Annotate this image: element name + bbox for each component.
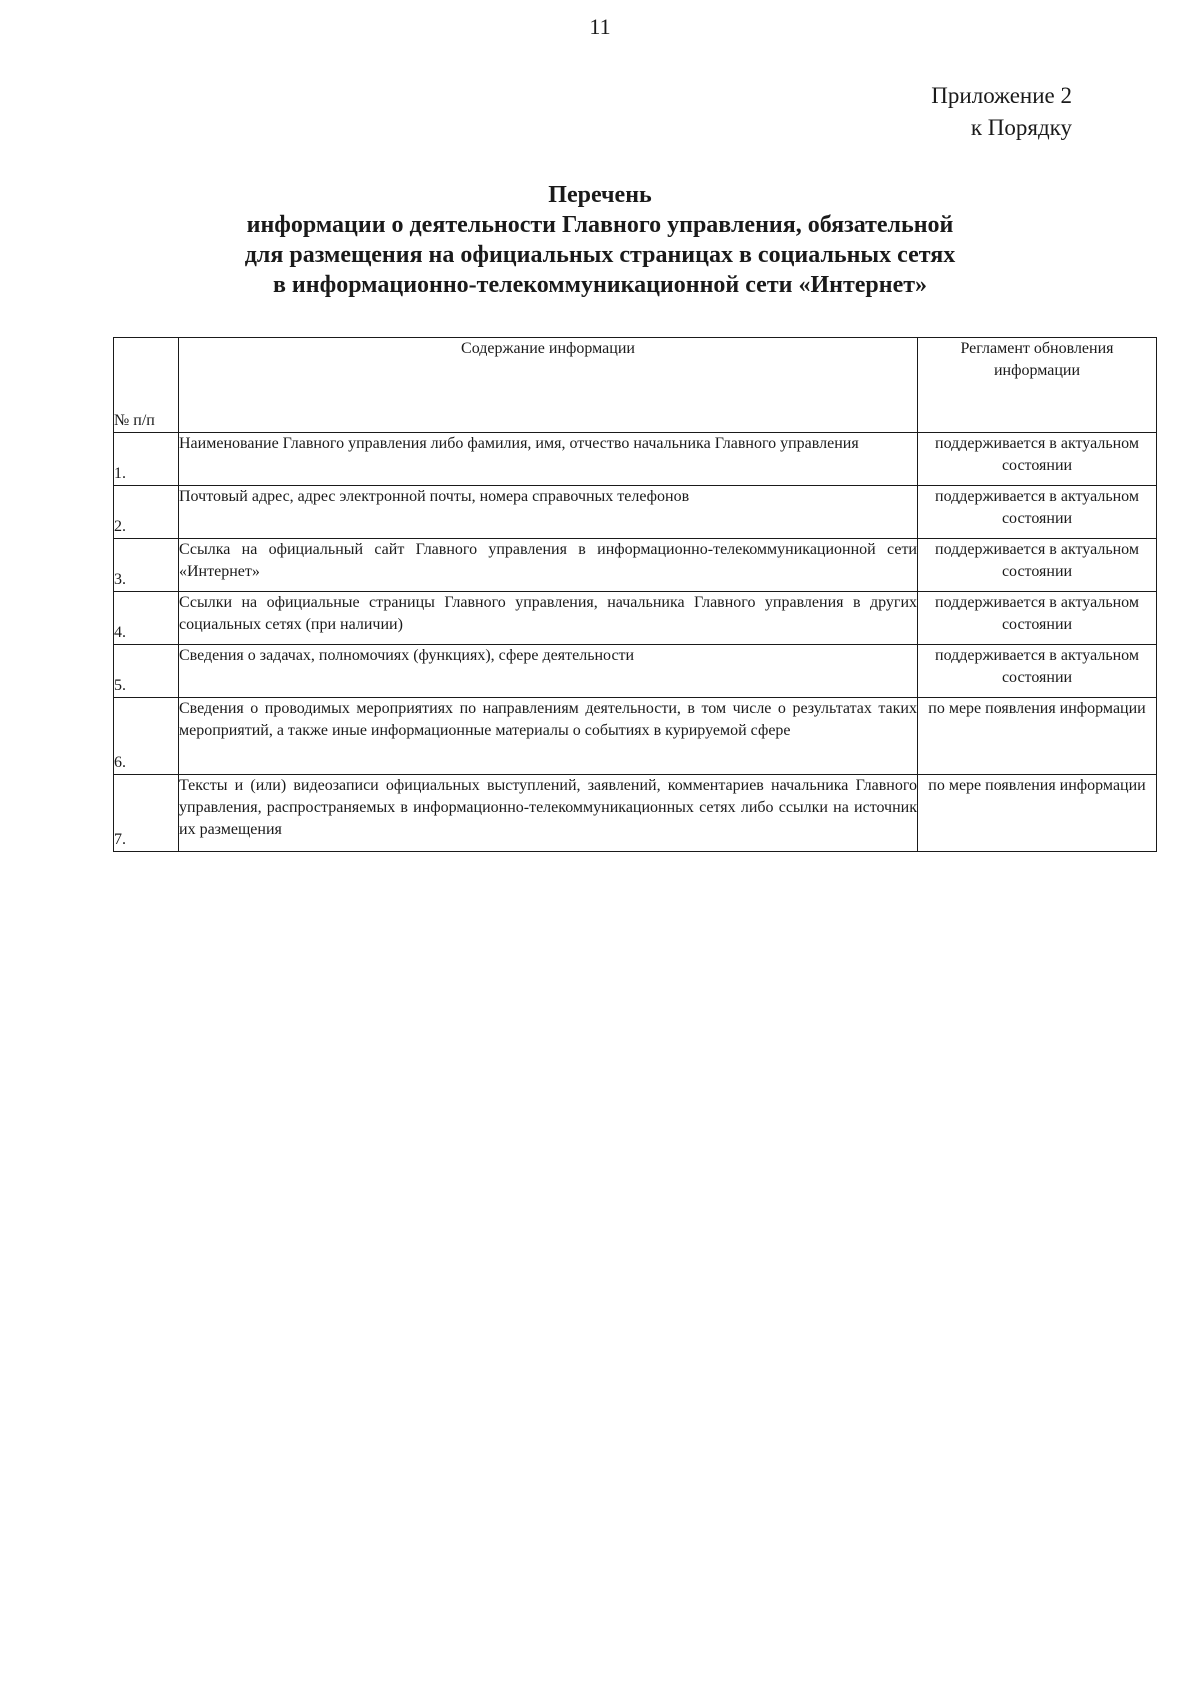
row-schedule: поддерживается в актуальном состоянии — [918, 645, 1157, 698]
appendix-reference — [931, 80, 1072, 144]
header-number: № п/п — [114, 338, 179, 433]
row-content: Ссылки на официальные страницы Главного управления, начальника Главного управления в других социальных сетях (при наличии) — [179, 592, 918, 645]
row-schedule: поддерживается в актуальном состоянии — [918, 486, 1157, 539]
row-schedule: поддерживается в актуальном состоянии — [918, 539, 1157, 592]
information-table — [113, 337, 1157, 852]
row-content: Почтовый адрес, адрес электронной почты, номера справочных телефонов — [179, 486, 918, 539]
row-schedule: по мере появления информации — [918, 775, 1157, 852]
row-number: 6. — [114, 698, 179, 775]
appendix-line-2: к Порядку — [970, 115, 1072, 140]
row-content: Ссылка на официальный сайт Главного управления в информационно-телекоммуникационной сети «Интернет» — [179, 539, 918, 592]
title-line-4: в информационно-телекоммуникационной сети «Интернет» — [272, 272, 928, 298]
title-line-3: для размещения на официальных страницах в социальных сетях — [244, 242, 956, 268]
table-row — [114, 775, 1157, 852]
row-content: Тексты и (или) видеозаписи официальных выступлений, заявлений, комментариев начальника Главного управления, распространяемых в информационно-телекоммуникационных сетях либо ссылки на источник их размещения — [179, 775, 918, 852]
row-number: 2. — [114, 486, 179, 539]
title-line-2: информации о деятельности Главного управления, обязательной — [246, 212, 954, 238]
table-row — [114, 698, 1157, 775]
row-number: 3. — [114, 539, 179, 592]
row-content: Сведения о проводимых мероприятиях по направлениям деятельности, в том числе о результатах таких мероприятий, а также иные информационные материалы о событиях в курируемой сфере — [179, 698, 918, 775]
table-row — [114, 486, 1157, 539]
row-content: Сведения о задачах, полномочиях (функциях), сфере деятельности — [179, 645, 918, 698]
row-number: 1. — [114, 433, 179, 486]
header-schedule: Регламент обновления информации — [918, 338, 1157, 433]
row-number: 4. — [114, 592, 179, 645]
row-number: 7. — [114, 775, 179, 852]
row-schedule: поддерживается в актуальном состоянии — [918, 592, 1157, 645]
header-content: Содержание информации — [179, 338, 918, 433]
document-title — [0, 180, 1200, 300]
row-number: 5. — [114, 645, 179, 698]
table-header-row — [114, 338, 1157, 433]
row-content: Наименование Главного управления либо фамилия, имя, отчество начальника Главного управления — [179, 433, 918, 486]
table-row — [114, 645, 1157, 698]
table-row — [114, 433, 1157, 486]
row-schedule: поддерживается в актуальном состоянии — [918, 433, 1157, 486]
table-row — [114, 539, 1157, 592]
row-schedule: по мере появления информации — [918, 698, 1157, 775]
title-line-1: Перечень — [548, 182, 652, 208]
table-row — [114, 592, 1157, 645]
appendix-line-1: Приложение 2 — [931, 83, 1072, 108]
page-number: 11 — [589, 14, 611, 39]
